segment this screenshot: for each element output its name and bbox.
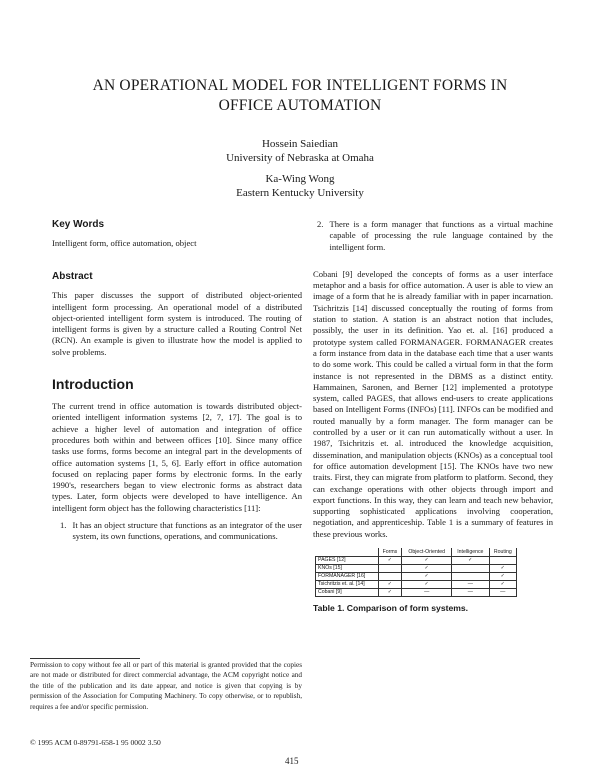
copyright-line: © 1995 ACM 0-89791-658-1 95 0002 3.50 <box>30 738 161 747</box>
table-header-cell: Intelligence <box>452 548 489 556</box>
table-cell: KNOs [15] <box>316 564 379 572</box>
permission-footnote: Permission to copy without fee all or part of this material is granted provided that the copies are not made or distributed for direct commercial advantage, the ACM copyright notice and the title of the publication and its date appear, and notice is given that copying is by permission of the Association for Computing Machinery. To copy otherwise, or to republish, requires a fee and/or specific permission. <box>30 661 302 711</box>
table-cell: — <box>452 580 489 588</box>
table-cell <box>378 572 402 580</box>
related-work-text: Cobani [9] developed the concepts of forms as a user interface metaphor and a basis for office automation. A user is able to view an image of a form that he is already familiar with in paper incarnation. Tsichritzis [14] discussed conceptually the routing of forms from station to station. A station is an abstract notion that includes, possibly, the user in its definition. Yao et. al. [16] produced a prototype system called FORMANAGER. FORMANAGER creates a form instance from data in the database each time that a user wants to do some work. This could be called a virtual form in that the form instance is not represented in the DBMS as a distinct entity. Hammainen, Saronen, and Berner [12] implemented a prototype system, called PAGES, that allows end-users to create applications based on Intelligent Forms (INFOs) [11]. INFOs can be modified and routed manually by a form manager. The form manager can be controlled by a user or it can run automatically without a user. In 1987, Tsichritzis et. al. introduced the knowledge acquisition, dissemination, and manipulation objects (KNOs) as a conceptual tool for office automation development [15]. The KNOs have two new traits. First, they can migrate from platform to platform. Second, they can exchange operations with other objects through import and export functions. In this way, they can learn and teach new behavior, supporting sophisticated applications involving cooperation, negotiation, and apprenticeship. Table 1 is a summary of features in these previous works. <box>313 268 553 539</box>
abstract-text: This paper discusses the support of distributed object-oriented intelligent form processing. An operational model of a distributed object-oriented intelligent form system is introduced. The routing of intelligent forms is given by a structure called a Routing Control Net (RCN). An example is given to illustrate how the model is applied to solve problems. <box>52 290 302 357</box>
table-cell: — <box>452 588 489 596</box>
table-cell: ✓ <box>378 556 402 564</box>
author-1-name: Hossein Saiedian <box>261 138 339 150</box>
table-cell: PAGES [12] <box>316 556 379 564</box>
table-cell: ✓ <box>402 556 452 564</box>
list-item-1-text: It has an object structure that functions as an integrator of the user system, its own functions, operations, and communications. <box>72 520 302 542</box>
table-row <box>316 572 517 580</box>
table-caption: Table 1. Comparison of form systems. <box>313 602 469 613</box>
table-row <box>316 588 517 596</box>
table-header-cell: Forms <box>378 548 402 556</box>
table-cell: ✓ <box>489 572 516 580</box>
table-cell: ✓ <box>378 580 402 588</box>
comparison-table <box>315 548 517 597</box>
list-item-2-number: 2. <box>317 219 324 229</box>
list-item-2-text: There is a form manager that functions as a virtual machine capable of processing the rule language contained by the intelligent form. <box>329 219 553 252</box>
author-1 <box>100 137 500 165</box>
keywords-heading: Key Words <box>52 219 105 230</box>
table-cell: ✓ <box>452 556 489 564</box>
abstract-heading: Abstract <box>52 271 93 283</box>
author-2 <box>100 172 500 200</box>
table-cell: ✓ <box>402 564 452 572</box>
table-cell: Cobani [9] <box>316 588 379 596</box>
list-item-2 <box>313 219 553 253</box>
list-item-1-number: 1. <box>60 520 67 531</box>
table-cell <box>489 556 516 564</box>
table-cell: ✓ <box>402 572 452 580</box>
author-1-affiliation: University of Nebraska at Omaha <box>226 152 374 164</box>
table-cell <box>378 564 402 572</box>
table-cell: Tsichritzis et. al. [14] <box>316 580 379 588</box>
list-item-1 <box>52 520 302 543</box>
paper-title <box>40 76 560 116</box>
table-header-cell: Routing <box>489 548 516 556</box>
table-cell: ✓ <box>402 580 452 588</box>
table-header-cell <box>316 548 379 556</box>
table-cell: — <box>402 588 452 596</box>
title-line-2: OFFICE AUTOMATION <box>218 97 382 114</box>
table-cell: ✓ <box>489 564 516 572</box>
title-line-1: AN OPERATIONAL MODEL FOR INTELLIGENT FORMS IN <box>92 77 508 94</box>
table-row <box>316 556 517 564</box>
right-column <box>313 219 553 613</box>
table-cell: FORMANAGER [16] <box>316 572 379 580</box>
author-2-affiliation: Eastern Kentucky University <box>236 187 364 199</box>
table-cell <box>452 564 489 572</box>
author-2-name: Ka-Wing Wong <box>265 173 335 185</box>
table-row <box>316 564 517 572</box>
table-cell: ✓ <box>378 588 402 596</box>
table-row <box>316 580 517 588</box>
table-cell <box>452 572 489 580</box>
footnote-divider <box>30 658 140 659</box>
page-number: 415 <box>285 756 299 766</box>
keywords-text: Intelligent form, office automation, object <box>52 238 197 248</box>
table-cell: ✓ <box>489 580 516 588</box>
table-header-row <box>316 548 517 556</box>
introduction-text: The current trend in office automation is towards distributed object-oriented intelligent information systems [2, 7, 17]. The goal is to achieve a higher level of automation and integration of office procedures both within and between offices [10]. Since many office tasks use forms, forms become an integral part in the developments of office automation systems [1, 5, 6]. Early effort in office automation focused on replacing paper forms by electronic forms. In the early 1990's, researchers began to view electronic forms as abstract data types. Later, form objects were developed to have intelligence. An intelligent form object has the following characteristics [11]: <box>52 401 302 513</box>
table-header-cell: Object-Oriented <box>402 548 452 556</box>
table-cell: — <box>489 588 516 596</box>
left-column <box>52 219 302 543</box>
introduction-heading: Introduction <box>52 376 134 393</box>
